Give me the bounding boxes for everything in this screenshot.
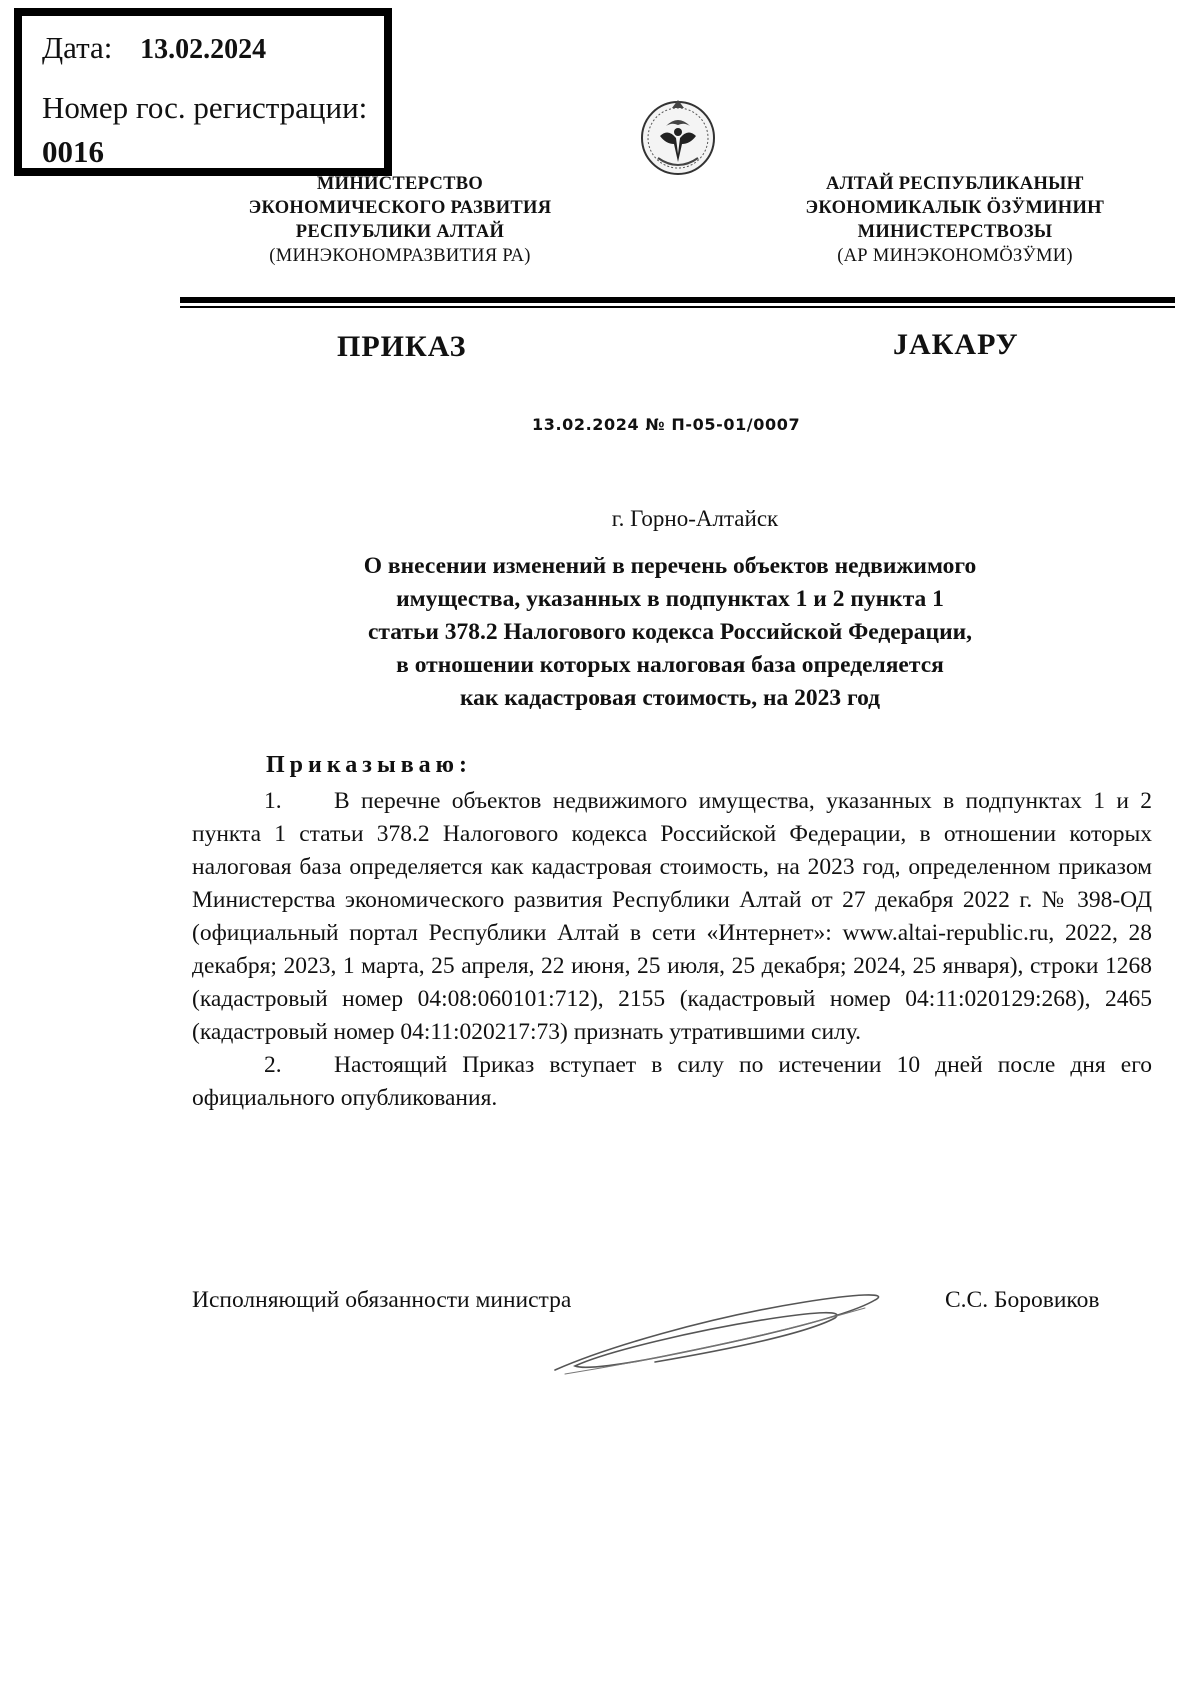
registration-date-row <box>42 30 266 66</box>
registration-date-label: Дата: <box>42 30 113 65</box>
signatory-name: С.С. Боровиков <box>945 1287 1100 1313</box>
order-item-number: 2. <box>264 1052 282 1078</box>
ministry-alt-line-2: ЭКОНОМИКАЛЫК ӦЗӰМИНИҤ <box>805 198 1105 218</box>
registration-number-value: 0016 <box>42 134 104 169</box>
order-title-line: имущества, указанных в подпунктах 1 и 2 пункта 1 <box>396 586 944 612</box>
order-body <box>192 785 1152 1115</box>
ministry-alt-line-1: АЛТАЙ РЕСПУБЛИКАНЫҤ <box>826 174 1084 194</box>
order-item-text: Настоящий Приказ вступает в силу по истечении 10 дней после дня его официального опубликования. <box>192 1052 1152 1111</box>
city-name: г. Горно-Алтайск <box>611 506 779 531</box>
order-word-russian: ПРИКАЗ <box>337 330 467 363</box>
header-rule-thick <box>180 297 1175 303</box>
order-date-number: 13.02.2024 № П-05-01/0007 <box>532 415 801 434</box>
ministry-name-altai <box>775 172 1135 268</box>
registration-date-value: 13.02.2024 <box>140 34 267 65</box>
registration-stamp <box>14 8 392 176</box>
handwritten-signature-icon <box>545 1278 915 1388</box>
order-item-number: 1. <box>264 788 282 814</box>
ministry-ru-line-3: РЕСПУБЛИКИ АЛТАЙ <box>295 222 505 242</box>
ministry-alt-line-3: МИНИСТЕРСТВОЗЫ <box>857 222 1053 242</box>
registration-number-label: Номер гос. регистрации: <box>42 90 368 125</box>
signatory-position: Исполняющий обязанности министра <box>192 1287 572 1313</box>
header-rule-thin <box>180 306 1175 308</box>
order-title-line: О внесении изменений в перечень объектов недвижимого <box>363 553 977 579</box>
order-item-text: В перечне объектов недвижимого имущества, указанных в подпунктах 1 и 2 пункта 1 статьи 378.2 Налогового кодекса Российской Федерации, в отношении которых налоговая база определяется как кадастровая стоимость, на 2023 год, определенном приказом Министерства экономического развития Республики Алтай от 27 декабря 2022 г. № 398-ОД (официальный портал Республики Алтай в сети «Интернет»: www.altai-republic.ru, 2022, 28 декабря; 2023, 1 марта, 25 апреля, 22 июня, 25 июля, 25 декабря; 2024, 25 января), строки 1268 (кадастровый номер 04:08:060101:712), 2155 (кадастровый номер 04:11:020129:268), 2465 (кадастровый номер 04:11:020217:73) признать утратившими силу. <box>192 788 1152 1045</box>
city-line <box>0 506 1200 532</box>
order-intro: Приказываю: <box>266 752 472 778</box>
order-title-line: статьи 378.2 Налогового кодекса Российской Федерации, <box>367 619 973 645</box>
order-item-1 <box>192 785 1152 1049</box>
ministry-alt-line-4: (АР МИНЭКОНОМӦЗӰМИ) <box>837 246 1073 266</box>
order-word-altai: JАКАРУ <box>893 328 1019 361</box>
ministry-name-russian <box>200 172 600 268</box>
order-item-2 <box>192 1049 1152 1115</box>
order-title-line: как кадастровая стоимость, на 2023 год <box>459 685 881 711</box>
coat-of-arms-icon <box>638 92 718 184</box>
ministry-ru-line-4: (МИНЭКОНОМРАЗВИТИЯ РА) <box>269 246 531 266</box>
ministry-ru-line-2: ЭКОНОМИЧЕСКОГО РАЗВИТИЯ <box>248 198 552 218</box>
order-title-line: в отношении которых налоговая база определяется <box>396 652 944 678</box>
order-title <box>240 550 1100 715</box>
ministry-ru-line-1: МИНИСТЕРСТВО <box>316 174 484 194</box>
